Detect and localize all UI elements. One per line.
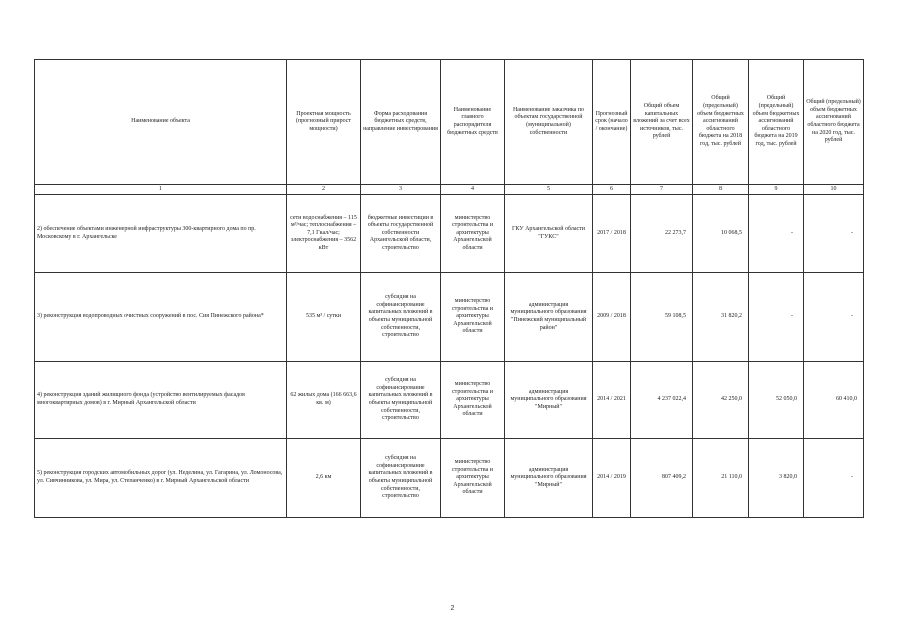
header-total: Общий объем капитальных вложений за счет всех источников, тыс. рублей [631, 60, 693, 185]
table-row [35, 195, 864, 273]
period: 2014 / 2019 [593, 439, 631, 518]
object-name: 2) обеспечение объектами инженерной инфраструктуры 300-квартирного дома по пр. Московскому в г. Архангельске [35, 195, 287, 273]
column-number: 1 [35, 185, 287, 195]
customer: ГКУ Архангельской области "ГУКС" [505, 195, 593, 273]
table-row [35, 273, 864, 362]
header-2020: Общий (предельный) объем бюджетных ассигнований областного бюджета на 2020 год, тыс. рублей [804, 60, 864, 185]
customer: администрация муниципального образования "Мирный" [505, 362, 593, 439]
header-spending-form: Форма расходования бюджетных средств, направление инвестирования [361, 60, 441, 185]
header-period: Прогнозный срок (начало / окончание) [593, 60, 631, 185]
capacity: сети водоснабжения – 115 м³/час; теплоснабжения – 7,1 Гкал/час; электроснабжения – 3562 кВт [287, 195, 361, 273]
capacity: 2,6 км [287, 439, 361, 518]
total-amount: 59 108,5 [631, 273, 693, 362]
administrator: министерство строительства и архитектуры Архангельской области [441, 439, 505, 518]
column-number: 6 [593, 185, 631, 195]
spending-form: бюджетные инвестиции в объекты государственной собственности Архангельской области, строительство [361, 195, 441, 273]
column-number: 4 [441, 185, 505, 195]
header-object-name: Наименование объекта [35, 60, 287, 185]
total-amount: 807 409,2 [631, 439, 693, 518]
amount-2018: 42 250,0 [693, 362, 749, 439]
amount-2018: 21 110,0 [693, 439, 749, 518]
spending-form: субсидия на софинансирование капитальных вложений в объекты муниципальной собственности, строительство [361, 439, 441, 518]
total-amount: 22 273,7 [631, 195, 693, 273]
amount-2019: - [749, 273, 804, 362]
column-number: 7 [631, 185, 693, 195]
administrator: министерство строительства и архитектуры Архангельской области [441, 195, 505, 273]
column-number: 8 [693, 185, 749, 195]
object-name: 4) реконструкция зданий жилищного фонда (устройство вентилируемых фасадов многоквартирных домов) в г. Мирный Архангельской области [35, 362, 287, 439]
page-number: 2 [450, 605, 455, 612]
administrator: министерство строительства и архитектуры Архангельской области [441, 362, 505, 439]
spending-form: субсидия на софинансирование капитальных вложений в объекты муниципальной собственности, строительство [361, 362, 441, 439]
amount-2020: - [804, 439, 864, 518]
header-customer: Наименование заказчика по объектам государственной (муниципальной) собственности [505, 60, 593, 185]
period: 2017 / 2018 [593, 195, 631, 273]
column-number: 5 [505, 185, 593, 195]
amount-2018: 10 068,5 [693, 195, 749, 273]
header-row [35, 60, 864, 185]
header-administrator: Наименование главного распорядителя бюджетных средств [441, 60, 505, 185]
total-amount: 4 237 022,4 [631, 362, 693, 439]
amount-2019: - [749, 195, 804, 273]
table-row [35, 362, 864, 439]
object-name: 5) реконструкция городских автомобильных дорог (ул. Неделина, ул. Гагарина, ул. Ломоносова, ул. Сивчинникова, ул. Мира, ул. Степанченко) в г. Мирный Архангельской области [35, 439, 287, 518]
amount-2018: 31 820,2 [693, 273, 749, 362]
amount-2020: 60 410,0 [804, 362, 864, 439]
column-numbers-row [35, 185, 864, 195]
header-capacity: Проектная мощность (прогнозный прирост мощности) [287, 60, 361, 185]
spending-form: субсидия на софинансирование капитальных вложений в объекты муниципальной собственности, строительство [361, 273, 441, 362]
administrator: министерство строительства и архитектуры Архангельской области [441, 273, 505, 362]
budget-investment-table [34, 59, 864, 518]
capacity: 535 м³ / сутки [287, 273, 361, 362]
column-number: 10 [804, 185, 864, 195]
amount-2019: 3 820,0 [749, 439, 804, 518]
amount-2019: 52 050,0 [749, 362, 804, 439]
capacity: 62 жилых дома (166 663,6 кв. м) [287, 362, 361, 439]
amount-2020: - [804, 195, 864, 273]
column-number: 2 [287, 185, 361, 195]
column-number: 9 [749, 185, 804, 195]
period: 2009 / 2018 [593, 273, 631, 362]
customer: администрация муниципального образования "Пинежский муниципальный район" [505, 273, 593, 362]
customer: администрация муниципального образования "Мирный" [505, 439, 593, 518]
object-name: 3) реконструкция водопроводных очистных сооружений в пос. Сия Пинежского района* [35, 273, 287, 362]
column-number: 3 [361, 185, 441, 195]
header-2019: Общий (предельный) объем бюджетных ассигнований областного бюджета на 2019 год, тыс. рублей [749, 60, 804, 185]
table-row [35, 439, 864, 518]
amount-2020: - [804, 273, 864, 362]
period: 2014 / 2021 [593, 362, 631, 439]
header-2018: Общий (предельный) объем бюджетных ассигнований областного бюджета на 2018 год, тыс. рублей [693, 60, 749, 185]
